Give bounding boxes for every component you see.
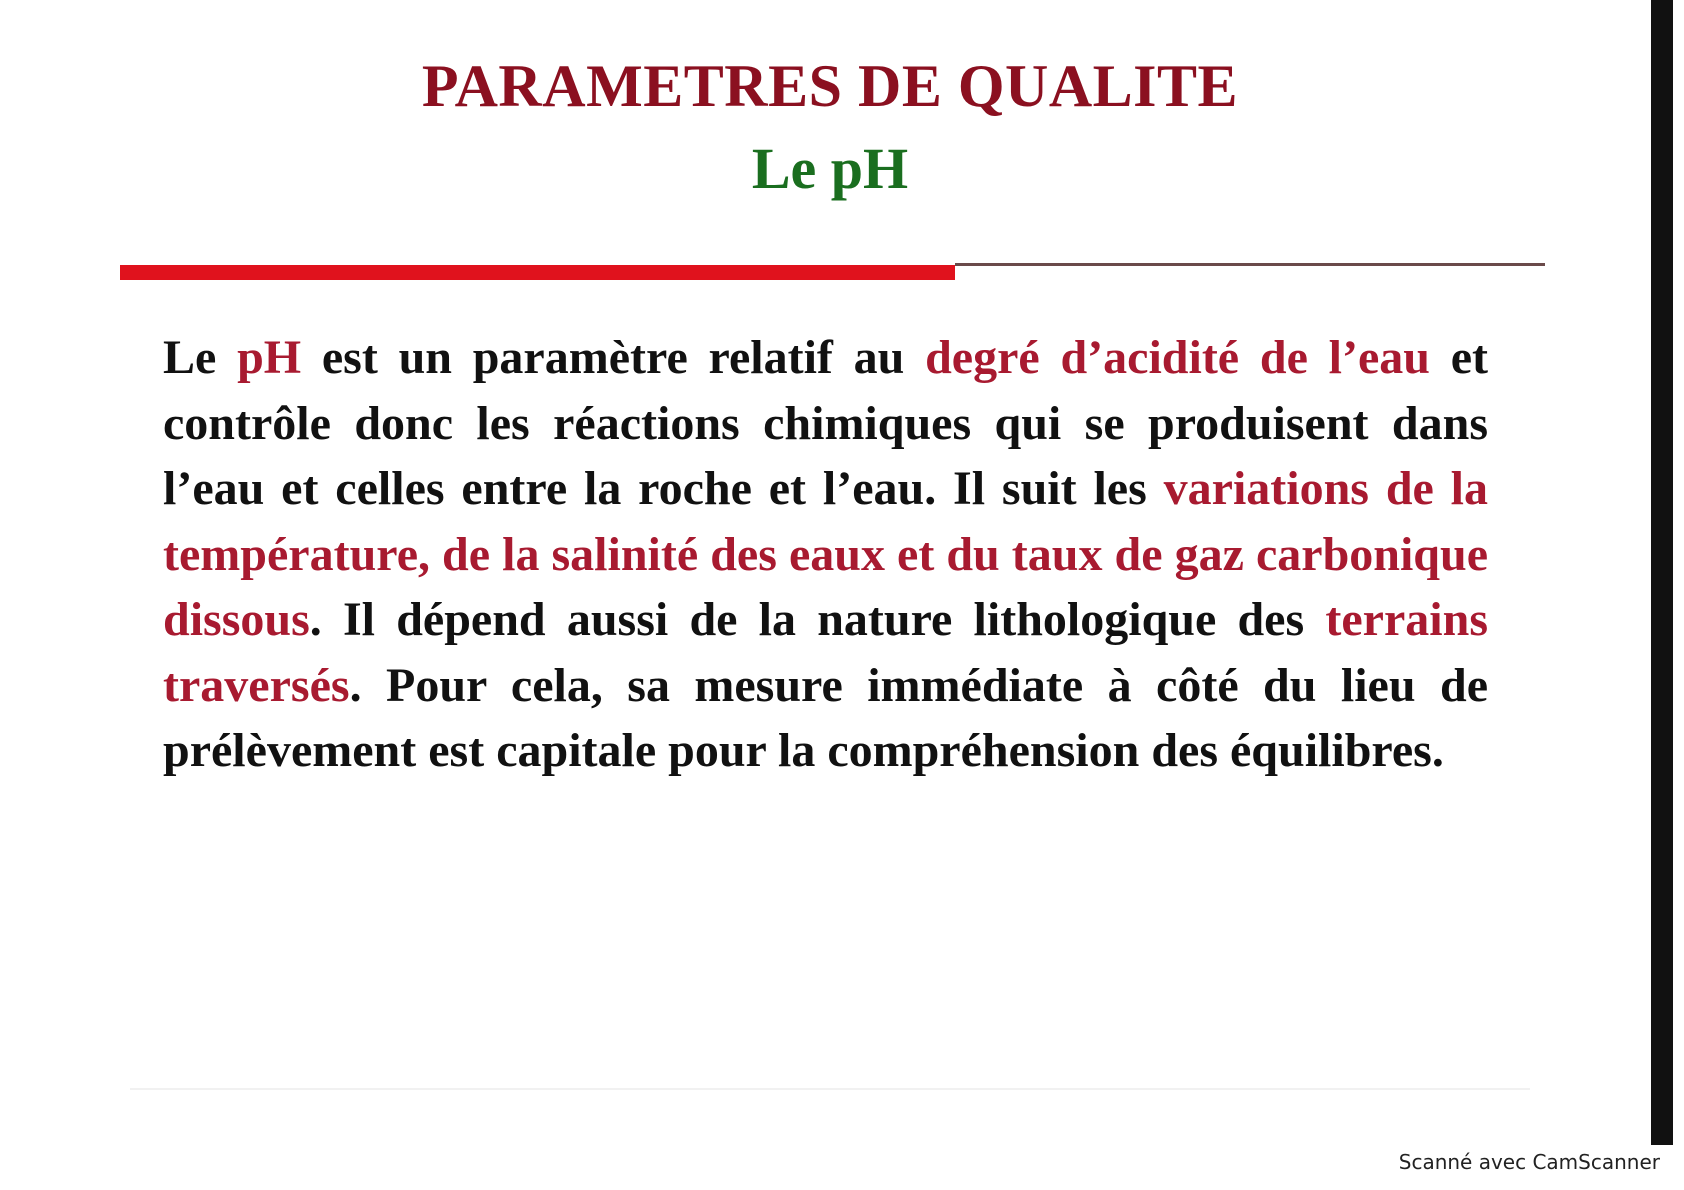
- page-edge-bar: [1651, 0, 1673, 1145]
- title-underline-thin: [955, 263, 1545, 266]
- slide-subtitle: Le pH: [751, 136, 909, 201]
- paragraph-segment: et contrôle donc les réactions chimiques qui se produisent dans l’eau et celles entre la roche et l’eau. Il suit les: [163, 331, 1488, 515]
- paragraph-segment: . Pour cela, sa mesure immédiate à côté du lieu de prélèvement est capitale pour la compréhension des équilibres.: [163, 658, 1488, 777]
- paragraph-highlight: pH: [237, 331, 302, 384]
- slide-bottom-line: [130, 1088, 1530, 1090]
- paragraph-segment: . Il dépend aussi de la nature lithologique des: [309, 593, 1326, 646]
- paragraph-segment: Le: [163, 331, 238, 384]
- paragraph-highlight: variations de la température, de la salinité des eaux et du taux de gaz carbonique dissous: [163, 462, 1489, 646]
- paragraph-highlight: terrains traversés: [163, 593, 1488, 712]
- title-underline-thick: [120, 265, 955, 280]
- body-paragraph: [163, 325, 1488, 784]
- scanner-watermark: Scanné avec CamScanner: [1398, 1150, 1660, 1174]
- paragraph-segment: est un paramètre relatif au: [301, 331, 926, 384]
- paragraph-highlight: degré d’acidité de l’eau: [925, 331, 1430, 384]
- slide-title: PARAMETRES DE QUALITE: [421, 53, 1239, 119]
